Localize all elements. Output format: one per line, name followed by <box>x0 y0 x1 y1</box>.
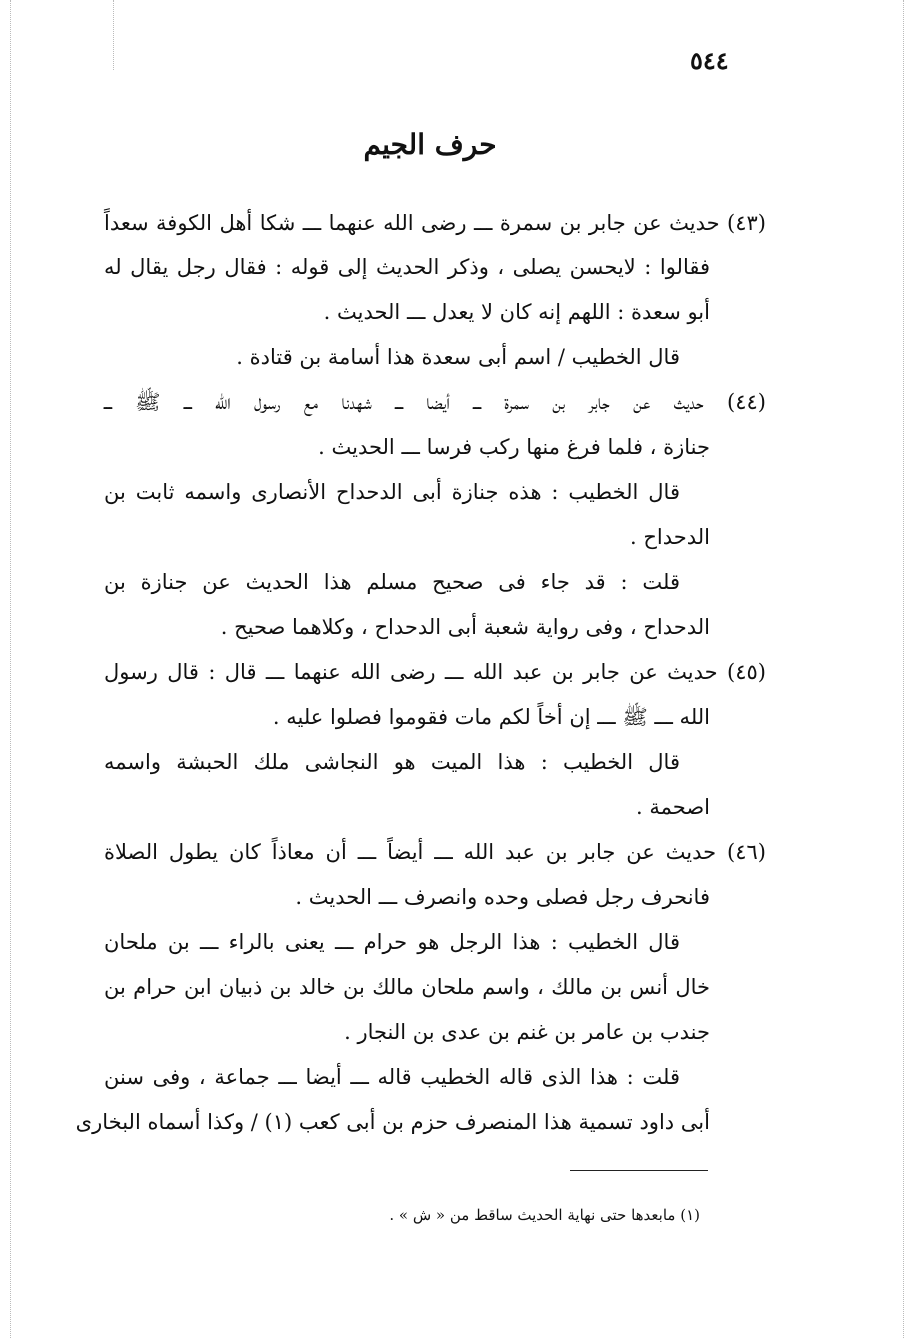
text-line: فانحرف رجل فصلى وحده وانصرف ـــ الحديث . <box>295 885 710 909</box>
text-line: فقالوا : لايحسن يصلى ، وذكر الحديث إلى قوله : فقال رجل يقال له <box>104 255 710 279</box>
text-line: اصحمة . <box>636 795 710 819</box>
text-line: قال الخطيب : هذه جنازة أبى الدحداح الأنصارى واسمه ثابت بن <box>104 480 680 504</box>
page-edge-left <box>10 0 11 1338</box>
text-line: قال الخطيب / اسم أبى سعدة هذا أسامة بن قتادة . <box>236 345 680 369</box>
text-line: (٤٤) حديث عن جابر بن سمرة ـــ أيضا ـــ شهدنا مع رسول الله ـــ ﷺ ـــ <box>104 390 766 414</box>
text-line: (٤٣) حديث عن جابر بن سمرة ـــ رضى الله عنهما ـــ شكا أهل الكوفة سعداً <box>104 211 766 235</box>
text-line: جندب بن عامر بن غنم بن عدى بن النجار . <box>344 1020 710 1044</box>
footnote: (١) مابعدها حتى نهاية الحديث ساقط من « ش » . <box>389 1206 700 1224</box>
text-line: أبو سعدة : اللهم إنه كان لا يعدل ـــ الحديث . <box>323 300 710 324</box>
page-number: ٥٤٤ <box>690 46 729 75</box>
text-line: (٤٦) حديث عن جابر بن عبد الله ـــ أيضاً ـــ أن معاذاً كان يطول الصلاة <box>104 840 766 864</box>
text-line: الدحداح . <box>629 525 710 549</box>
text-line: الله ـــ ﷺ ـــ إن أخاً لكم مات فقوموا فصلوا عليه . <box>272 705 710 729</box>
text-line: خال أنس بن مالك ، واسم ملحان مالك بن خالد بن ذبيان ابن حرام بن <box>104 975 710 999</box>
text-line: جنازة ، فلما فرغ منها ركب فرسا ـــ الحديث . <box>318 435 710 459</box>
text-line: أبى داود تسمية هذا المنصرف حزم بن أبى كعب (١) / وكذا أسماه البخارى <box>75 1110 710 1134</box>
text-line: قال الخطيب : هذا الرجل هو حرام ـــ يعنى بالراء ـــ بن ملحان <box>104 930 680 954</box>
text-line: قال الخطيب : هذا الميت هو النجاشى ملك الحبشة واسمه <box>104 750 680 774</box>
chapter-title: حرف الجيم <box>363 128 497 161</box>
text-line: (٤٥) حديث عن جابر بن عبد الله ـــ رضى الله عنهما ـــ قال : قال رسول <box>104 660 766 684</box>
text-line: قلت : هذا الذى قاله الخطيب قاله ـــ أيضا ـــ جماعة ، وفى سنن <box>104 1065 680 1089</box>
text-line: قلت : قد جاء فى صحيح مسلم هذا الحديث عن جنازة بن <box>104 570 680 594</box>
page-edge-left-inner <box>113 0 114 70</box>
footnote-separator <box>570 1170 708 1171</box>
page-edge-right <box>903 0 904 1338</box>
text-line: الدحداح ، وفى رواية شعبة أبى الدحداح ، وكلاهما صحيح . <box>220 615 710 639</box>
